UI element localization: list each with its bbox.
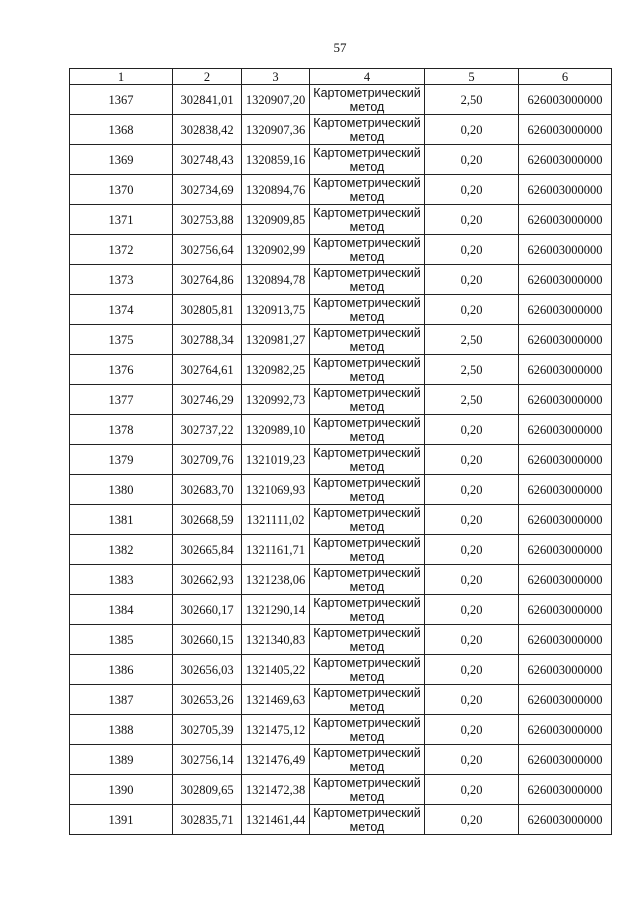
- y-coordinate-cell: 1321019,23: [242, 445, 310, 475]
- error-cell: 0,20: [425, 175, 519, 205]
- error-cell: 0,20: [425, 745, 519, 775]
- point-number-cell: 1373: [70, 265, 173, 295]
- error-cell: 0,20: [425, 295, 519, 325]
- x-coordinate-cell: 302705,39: [173, 715, 242, 745]
- method-line-2: метод: [349, 159, 385, 174]
- method-cell: [310, 565, 425, 595]
- x-coordinate-cell: 302665,84: [173, 535, 242, 565]
- method-line-2: метод: [349, 639, 385, 654]
- method-cell: [310, 445, 425, 475]
- y-coordinate-cell: 1320909,85: [242, 205, 310, 235]
- y-coordinate-cell: 1321111,02: [242, 505, 310, 535]
- table-row: [70, 145, 612, 175]
- x-coordinate-cell: 302756,14: [173, 745, 242, 775]
- point-number-cell: 1370: [70, 175, 173, 205]
- code-cell: 626003000000: [519, 565, 612, 595]
- table-row: [70, 115, 612, 145]
- table-row: [70, 655, 612, 685]
- error-cell: 2,50: [425, 385, 519, 415]
- y-coordinate-cell: 1320982,25: [242, 355, 310, 385]
- code-cell: 626003000000: [519, 265, 612, 295]
- method-cell: [310, 265, 425, 295]
- error-cell: 0,20: [425, 805, 519, 835]
- code-cell: 626003000000: [519, 205, 612, 235]
- table-row: [70, 805, 612, 835]
- method-line-1: Картометрический: [313, 595, 421, 610]
- column-header-method: 4: [310, 69, 425, 85]
- method-cell: [310, 775, 425, 805]
- method-cell: [310, 655, 425, 685]
- method-line-1: Картометрический: [313, 205, 421, 220]
- y-coordinate-cell: 1321472,38: [242, 775, 310, 805]
- x-coordinate-cell: 302764,86: [173, 265, 242, 295]
- page-number: 57: [333, 40, 347, 55]
- method-cell: [310, 145, 425, 175]
- method-line-1: Картометрический: [313, 685, 421, 700]
- table-row: [70, 85, 612, 115]
- x-coordinate-cell: 302660,17: [173, 595, 242, 625]
- point-number-cell: 1378: [70, 415, 173, 445]
- y-coordinate-cell: 1321405,22: [242, 655, 310, 685]
- x-coordinate-cell: 302709,76: [173, 445, 242, 475]
- error-cell: 0,20: [425, 655, 519, 685]
- code-cell: 626003000000: [519, 625, 612, 655]
- method-line-2: метод: [349, 399, 385, 414]
- y-coordinate-cell: 1320907,20: [242, 85, 310, 115]
- method-line-1: Картометрический: [313, 235, 421, 250]
- method-cell: [310, 505, 425, 535]
- method-cell: [310, 385, 425, 415]
- table-header-row: [70, 69, 612, 85]
- method-line-2: метод: [349, 249, 385, 264]
- method-line-1: Картометрический: [313, 625, 421, 640]
- table-row: [70, 475, 612, 505]
- x-coordinate-cell: 302764,61: [173, 355, 242, 385]
- x-coordinate-cell: 302662,93: [173, 565, 242, 595]
- method-line-2: метод: [349, 519, 385, 534]
- method-cell: [310, 685, 425, 715]
- code-cell: 626003000000: [519, 355, 612, 385]
- code-cell: 626003000000: [519, 505, 612, 535]
- y-coordinate-cell: 1321475,12: [242, 715, 310, 745]
- error-cell: 0,20: [425, 235, 519, 265]
- column-header-x: 2: [173, 69, 242, 85]
- x-coordinate-cell: 302737,22: [173, 415, 242, 445]
- method-line-1: Картометрический: [313, 775, 421, 790]
- method-line-2: метод: [349, 429, 385, 444]
- method-line-1: Картометрический: [313, 445, 421, 460]
- code-cell: 626003000000: [519, 745, 612, 775]
- method-line-2: метод: [349, 759, 385, 774]
- coordinates-table: [69, 68, 612, 835]
- y-coordinate-cell: 1321469,63: [242, 685, 310, 715]
- method-line-1: Картометрический: [313, 565, 421, 580]
- point-number-cell: 1386: [70, 655, 173, 685]
- error-cell: 0,20: [425, 115, 519, 145]
- y-coordinate-cell: 1321290,14: [242, 595, 310, 625]
- method-cell: [310, 85, 425, 115]
- code-cell: 626003000000: [519, 805, 612, 835]
- error-cell: 2,50: [425, 355, 519, 385]
- method-line-1: Картометрический: [313, 355, 421, 370]
- column-header-point-number: 1: [70, 69, 173, 85]
- method-line-2: метод: [349, 459, 385, 474]
- method-line-2: метод: [349, 309, 385, 324]
- code-cell: 626003000000: [519, 445, 612, 475]
- code-cell: 626003000000: [519, 415, 612, 445]
- error-cell: 0,20: [425, 685, 519, 715]
- method-line-2: метод: [349, 129, 385, 144]
- column-header-code: 6: [519, 69, 612, 85]
- point-number-cell: 1380: [70, 475, 173, 505]
- error-cell: 0,20: [425, 445, 519, 475]
- x-coordinate-cell: 302748,43: [173, 145, 242, 175]
- point-number-cell: 1384: [70, 595, 173, 625]
- method-line-1: Картометрический: [313, 415, 421, 430]
- y-coordinate-cell: 1320859,16: [242, 145, 310, 175]
- y-coordinate-cell: 1321238,06: [242, 565, 310, 595]
- code-cell: 626003000000: [519, 715, 612, 745]
- method-line-2: метод: [349, 819, 385, 834]
- method-line-1: Картометрический: [313, 655, 421, 670]
- y-coordinate-cell: 1320981,27: [242, 325, 310, 355]
- x-coordinate-cell: 302805,81: [173, 295, 242, 325]
- method-cell: [310, 745, 425, 775]
- point-number-cell: 1381: [70, 505, 173, 535]
- y-coordinate-cell: 1321340,83: [242, 625, 310, 655]
- method-cell: [310, 475, 425, 505]
- method-line-1: Картометрический: [313, 745, 421, 760]
- table-row: [70, 295, 612, 325]
- table-row: [70, 235, 612, 265]
- table-row: [70, 265, 612, 295]
- error-cell: 0,20: [425, 475, 519, 505]
- code-cell: 626003000000: [519, 145, 612, 175]
- y-coordinate-cell: 1320902,99: [242, 235, 310, 265]
- method-cell: [310, 325, 425, 355]
- code-cell: 626003000000: [519, 235, 612, 265]
- method-line-1: Картометрический: [313, 505, 421, 520]
- table-row: [70, 715, 612, 745]
- table-row: [70, 745, 612, 775]
- x-coordinate-cell: 302756,64: [173, 235, 242, 265]
- method-cell: [310, 415, 425, 445]
- y-coordinate-cell: 1320989,10: [242, 415, 310, 445]
- table-row: [70, 505, 612, 535]
- table-row: [70, 625, 612, 655]
- point-number-cell: 1376: [70, 355, 173, 385]
- method-line-2: метод: [349, 189, 385, 204]
- method-line-2: метод: [349, 609, 385, 624]
- y-coordinate-cell: 1320992,73: [242, 385, 310, 415]
- point-number-cell: 1372: [70, 235, 173, 265]
- method-line-1: Картометрический: [313, 85, 421, 100]
- error-cell: 0,20: [425, 265, 519, 295]
- method-cell: [310, 715, 425, 745]
- method-cell: [310, 295, 425, 325]
- point-number-cell: 1367: [70, 85, 173, 115]
- error-cell: 0,20: [425, 595, 519, 625]
- code-cell: 626003000000: [519, 325, 612, 355]
- error-cell: 0,20: [425, 145, 519, 175]
- x-coordinate-cell: 302653,26: [173, 685, 242, 715]
- x-coordinate-cell: 302835,71: [173, 805, 242, 835]
- method-line-1: Картометрический: [313, 535, 421, 550]
- y-coordinate-cell: 1320894,78: [242, 265, 310, 295]
- x-coordinate-cell: 302788,34: [173, 325, 242, 355]
- table-row: [70, 595, 612, 625]
- table-row: [70, 175, 612, 205]
- error-cell: 0,20: [425, 415, 519, 445]
- method-line-1: Картометрический: [313, 475, 421, 490]
- method-cell: [310, 625, 425, 655]
- x-coordinate-cell: 302683,70: [173, 475, 242, 505]
- table-body: [70, 85, 612, 835]
- method-line-2: метод: [349, 549, 385, 564]
- method-line-1: Картометрический: [313, 265, 421, 280]
- x-coordinate-cell: 302809,65: [173, 775, 242, 805]
- method-cell: [310, 805, 425, 835]
- error-cell: 0,20: [425, 715, 519, 745]
- code-cell: 626003000000: [519, 175, 612, 205]
- method-line-2: метод: [349, 369, 385, 384]
- table-row: [70, 775, 612, 805]
- table-row: [70, 535, 612, 565]
- method-line-2: метод: [349, 579, 385, 594]
- method-cell: [310, 235, 425, 265]
- method-cell: [310, 175, 425, 205]
- error-cell: 0,20: [425, 535, 519, 565]
- point-number-cell: 1383: [70, 565, 173, 595]
- method-line-2: метод: [349, 669, 385, 684]
- y-coordinate-cell: 1320894,76: [242, 175, 310, 205]
- point-number-cell: 1390: [70, 775, 173, 805]
- point-number-cell: 1391: [70, 805, 173, 835]
- table-row: [70, 685, 612, 715]
- point-number-cell: 1368: [70, 115, 173, 145]
- method-cell: [310, 595, 425, 625]
- y-coordinate-cell: 1320913,75: [242, 295, 310, 325]
- x-coordinate-cell: 302734,69: [173, 175, 242, 205]
- error-cell: 0,20: [425, 625, 519, 655]
- point-number-cell: 1374: [70, 295, 173, 325]
- point-number-cell: 1387: [70, 685, 173, 715]
- method-line-2: метод: [349, 489, 385, 504]
- code-cell: 626003000000: [519, 385, 612, 415]
- x-coordinate-cell: 302656,03: [173, 655, 242, 685]
- method-line-1: Картометрический: [313, 115, 421, 130]
- table-row: [70, 445, 612, 475]
- code-cell: 626003000000: [519, 775, 612, 805]
- method-line-1: Картометрический: [313, 385, 421, 400]
- x-coordinate-cell: 302746,29: [173, 385, 242, 415]
- error-cell: 0,20: [425, 205, 519, 235]
- code-cell: 626003000000: [519, 685, 612, 715]
- code-cell: 626003000000: [519, 295, 612, 325]
- y-coordinate-cell: 1320907,36: [242, 115, 310, 145]
- y-coordinate-cell: 1321161,71: [242, 535, 310, 565]
- method-line-2: метод: [349, 219, 385, 234]
- y-coordinate-cell: 1321461,44: [242, 805, 310, 835]
- x-coordinate-cell: 302668,59: [173, 505, 242, 535]
- table-row: [70, 415, 612, 445]
- code-cell: 626003000000: [519, 595, 612, 625]
- method-cell: [310, 205, 425, 235]
- column-header-error: 5: [425, 69, 519, 85]
- y-coordinate-cell: 1321069,93: [242, 475, 310, 505]
- method-line-2: метод: [349, 99, 385, 114]
- table-row: [70, 565, 612, 595]
- point-number-cell: 1375: [70, 325, 173, 355]
- method-line-2: метод: [349, 339, 385, 354]
- error-cell: 0,20: [425, 505, 519, 535]
- method-cell: [310, 115, 425, 145]
- method-line-1: Картометрический: [313, 805, 421, 820]
- x-coordinate-cell: 302753,88: [173, 205, 242, 235]
- point-number-cell: 1382: [70, 535, 173, 565]
- code-cell: 626003000000: [519, 85, 612, 115]
- table-row: [70, 325, 612, 355]
- method-line-2: метод: [349, 699, 385, 714]
- table-row: [70, 355, 612, 385]
- code-cell: 626003000000: [519, 115, 612, 145]
- point-number-cell: 1389: [70, 745, 173, 775]
- code-cell: 626003000000: [519, 535, 612, 565]
- code-cell: 626003000000: [519, 475, 612, 505]
- point-number-cell: 1385: [70, 625, 173, 655]
- method-line-2: метод: [349, 789, 385, 804]
- method-line-1: Картометрический: [313, 715, 421, 730]
- y-coordinate-cell: 1321476,49: [242, 745, 310, 775]
- column-header-y: 3: [242, 69, 310, 85]
- table-row: [70, 385, 612, 415]
- point-number-cell: 1371: [70, 205, 173, 235]
- point-number-cell: 1388: [70, 715, 173, 745]
- x-coordinate-cell: 302660,15: [173, 625, 242, 655]
- method-cell: [310, 355, 425, 385]
- x-coordinate-cell: 302841,01: [173, 85, 242, 115]
- method-cell: [310, 535, 425, 565]
- method-line-2: метод: [349, 279, 385, 294]
- method-line-1: Картометрический: [313, 145, 421, 160]
- point-number-cell: 1379: [70, 445, 173, 475]
- method-line-2: метод: [349, 729, 385, 744]
- point-number-cell: 1369: [70, 145, 173, 175]
- method-line-1: Картометрический: [313, 175, 421, 190]
- method-line-1: Картометрический: [313, 325, 421, 340]
- error-cell: 0,20: [425, 565, 519, 595]
- error-cell: 2,50: [425, 325, 519, 355]
- x-coordinate-cell: 302838,42: [173, 115, 242, 145]
- method-line-1: Картометрический: [313, 295, 421, 310]
- table-row: [70, 205, 612, 235]
- error-cell: 2,50: [425, 85, 519, 115]
- code-cell: 626003000000: [519, 655, 612, 685]
- error-cell: 0,20: [425, 775, 519, 805]
- point-number-cell: 1377: [70, 385, 173, 415]
